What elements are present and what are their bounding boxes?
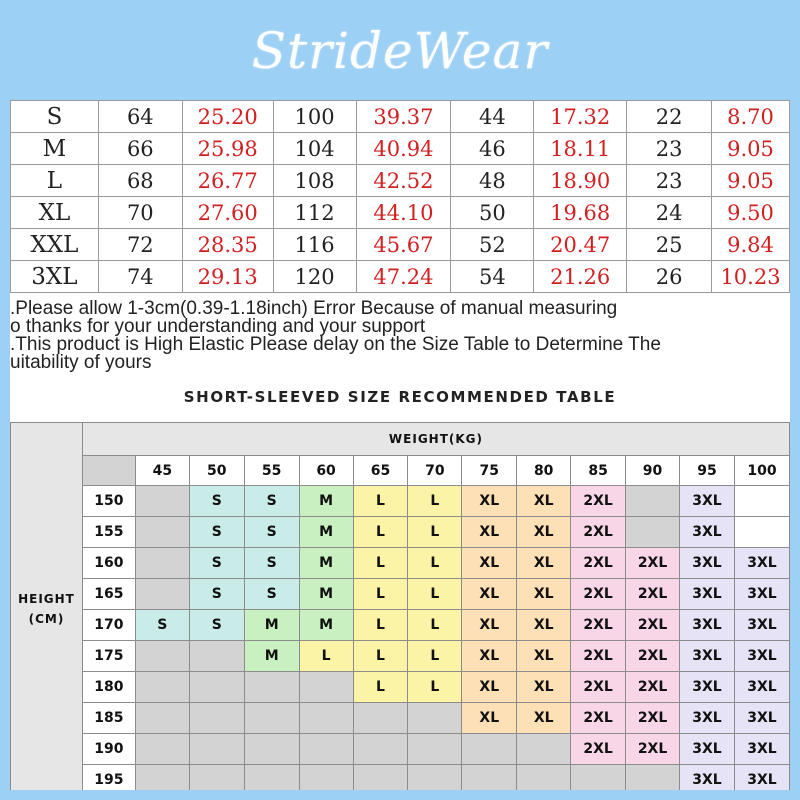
weight-header-cell: 60	[299, 456, 353, 486]
size-cell: S	[189, 579, 244, 610]
empty-cell	[135, 517, 189, 548]
inch-value-cell: 40.94	[356, 133, 451, 165]
empty-cell	[517, 734, 571, 765]
note-line: uitability of yours	[10, 354, 152, 372]
size-cell: 2XL	[626, 641, 680, 672]
measurement-row	[11, 229, 790, 261]
height-unit-label: (CM)	[28, 612, 65, 626]
size-cell: 3XL	[680, 641, 735, 672]
size-cell: 3XL	[734, 703, 789, 734]
empty-cell	[462, 734, 517, 765]
size-cell: S	[244, 486, 299, 517]
size-label-cell: 3XL	[11, 261, 99, 293]
size-cell: XL	[517, 579, 571, 610]
height-row	[11, 641, 790, 672]
size-cell: 3XL	[680, 517, 735, 548]
size-cell: 2XL	[571, 517, 626, 548]
size-cell: 2XL	[571, 672, 626, 703]
size-cell: XL	[462, 486, 517, 517]
size-label-cell: L	[11, 165, 99, 197]
size-cell: L	[353, 672, 408, 703]
empty-cell	[189, 765, 244, 791]
size-cell: XL	[462, 672, 517, 703]
height-row	[11, 765, 790, 791]
measurement-row	[11, 261, 790, 293]
weight-header-cell: 85	[571, 456, 626, 486]
size-cell: S	[189, 610, 244, 641]
inch-value-cell: 9.05	[712, 133, 790, 165]
empty-cell	[189, 641, 244, 672]
size-recommendation-grid	[10, 422, 790, 790]
size-cell: 2XL	[626, 610, 680, 641]
inch-value-cell: 17.32	[534, 101, 627, 133]
cm-value-cell: 24	[627, 197, 712, 229]
size-cell: 3XL	[734, 765, 789, 791]
size-cell: L	[408, 548, 462, 579]
height-row	[11, 579, 790, 610]
measurement-row	[11, 197, 790, 229]
empty-cell	[244, 765, 299, 791]
size-cell: 2XL	[626, 548, 680, 579]
empty-cell	[244, 703, 299, 734]
cm-value-cell: 54	[451, 261, 534, 293]
cm-value-cell: 23	[627, 165, 712, 197]
size-cell: M	[299, 610, 353, 641]
inch-value-cell: 47.24	[356, 261, 451, 293]
empty-cell	[299, 672, 353, 703]
size-cell: 3XL	[734, 641, 789, 672]
cm-value-cell: 120	[273, 261, 356, 293]
cm-value-cell: 72	[98, 229, 182, 261]
height-value-cell: 165	[82, 579, 135, 610]
size-chart-panel	[10, 100, 790, 790]
notes-block	[10, 300, 790, 372]
height-value-cell: 195	[82, 765, 135, 791]
empty-cell	[353, 703, 408, 734]
weight-header-cell: 95	[680, 456, 735, 486]
cm-value-cell: 70	[98, 197, 182, 229]
size-cell: XL	[517, 641, 571, 672]
height-value-cell: 155	[82, 517, 135, 548]
cm-value-cell: 44	[451, 101, 534, 133]
size-cell: M	[244, 610, 299, 641]
inch-value-cell: 18.90	[534, 165, 627, 197]
inch-value-cell: 25.98	[182, 133, 273, 165]
size-cell: 2XL	[626, 734, 680, 765]
weight-header-cell: 75	[462, 456, 517, 486]
inch-value-cell: 39.37	[356, 101, 451, 133]
cm-value-cell: 50	[451, 197, 534, 229]
size-cell: 2XL	[571, 703, 626, 734]
size-cell: S	[244, 548, 299, 579]
size-cell: XL	[462, 703, 517, 734]
size-cell: 3XL	[680, 734, 735, 765]
height-row	[11, 703, 790, 734]
height-value-cell: 160	[82, 548, 135, 579]
size-cell: 3XL	[680, 610, 735, 641]
size-cell: 2XL	[571, 734, 626, 765]
size-cell: L	[353, 579, 408, 610]
measurement-row	[11, 165, 790, 197]
empty-cell	[299, 703, 353, 734]
cm-value-cell: 100	[273, 101, 356, 133]
empty-cell	[189, 734, 244, 765]
empty-cell	[408, 765, 462, 791]
inch-value-cell: 29.13	[182, 261, 273, 293]
size-cell: L	[299, 641, 353, 672]
inch-value-cell: 25.20	[182, 101, 273, 133]
size-cell: 3XL	[680, 579, 735, 610]
size-cell: 3XL	[734, 672, 789, 703]
weight-header-cell: 45	[135, 456, 189, 486]
empty-cell	[135, 486, 189, 517]
empty-cell	[299, 765, 353, 791]
empty-cell	[135, 641, 189, 672]
inch-value-cell: 28.35	[182, 229, 273, 261]
inch-value-cell: 9.84	[712, 229, 790, 261]
size-cell: 3XL	[680, 765, 735, 791]
inch-value-cell: 27.60	[182, 197, 273, 229]
cm-value-cell: 112	[273, 197, 356, 229]
cm-value-cell: 22	[627, 101, 712, 133]
size-label-cell: S	[11, 101, 99, 133]
weight-header-cell: 70	[408, 456, 462, 486]
empty-cell	[135, 703, 189, 734]
size-cell: XL	[462, 579, 517, 610]
size-cell: L	[408, 579, 462, 610]
size-cell: L	[408, 486, 462, 517]
size-cell: XL	[462, 610, 517, 641]
empty-cell	[244, 734, 299, 765]
cm-value-cell: 48	[451, 165, 534, 197]
height-value-cell: 170	[82, 610, 135, 641]
empty-cell	[734, 486, 789, 517]
size-cell: M	[299, 548, 353, 579]
size-cell: L	[353, 610, 408, 641]
size-cell: L	[408, 641, 462, 672]
size-cell: L	[408, 517, 462, 548]
empty-cell	[517, 765, 571, 791]
size-cell: XL	[517, 672, 571, 703]
height-row	[11, 517, 790, 548]
size-cell: L	[408, 672, 462, 703]
inch-value-cell: 21.26	[534, 261, 627, 293]
height-row	[11, 672, 790, 703]
size-cell: 2XL	[571, 610, 626, 641]
height-axis-label	[11, 423, 83, 791]
weight-header-cell: 100	[734, 456, 789, 486]
size-cell: 2XL	[626, 579, 680, 610]
note-line: o thanks for your understanding and your support	[10, 318, 426, 336]
empty-cell	[626, 486, 680, 517]
size-cell: 2XL	[571, 579, 626, 610]
size-cell: 3XL	[680, 672, 735, 703]
size-cell: 2XL	[571, 548, 626, 579]
empty-cell	[408, 734, 462, 765]
size-label-cell: XL	[11, 197, 99, 229]
cm-value-cell: 52	[451, 229, 534, 261]
size-label-cell: M	[11, 133, 99, 165]
size-cell: L	[353, 641, 408, 672]
weight-header-row	[11, 456, 790, 486]
inch-value-cell: 19.68	[534, 197, 627, 229]
inch-value-cell: 9.05	[712, 165, 790, 197]
size-cell: S	[244, 517, 299, 548]
size-cell: L	[408, 610, 462, 641]
empty-cell	[135, 734, 189, 765]
measurement-table	[10, 100, 790, 293]
size-cell: XL	[462, 548, 517, 579]
inch-value-cell: 8.70	[712, 101, 790, 133]
size-cell: 3XL	[680, 486, 735, 517]
inch-value-cell: 45.67	[356, 229, 451, 261]
measurement-row	[11, 101, 790, 133]
cm-value-cell: 23	[627, 133, 712, 165]
weight-header-cell: 80	[517, 456, 571, 486]
height-row	[11, 610, 790, 641]
size-cell: M	[299, 517, 353, 548]
cm-value-cell: 66	[98, 133, 182, 165]
size-label-cell: XXL	[11, 229, 99, 261]
height-value-cell: 175	[82, 641, 135, 672]
note-line: .This product is High Elastic Please delay on the Size Table to Determine The	[10, 336, 661, 354]
size-cell: XL	[517, 548, 571, 579]
size-cell: XL	[462, 641, 517, 672]
size-cell: 2XL	[571, 486, 626, 517]
size-cell: L	[353, 486, 408, 517]
empty-cell	[626, 765, 680, 791]
measurement-row	[11, 133, 790, 165]
cm-value-cell: 68	[98, 165, 182, 197]
cm-value-cell: 25	[627, 229, 712, 261]
weight-header-cell: 50	[189, 456, 244, 486]
size-cell: S	[189, 486, 244, 517]
size-cell: 3XL	[734, 734, 789, 765]
size-cell: S	[189, 517, 244, 548]
empty-cell	[135, 548, 189, 579]
height-value-cell: 150	[82, 486, 135, 517]
weight-header-cell: 55	[244, 456, 299, 486]
empty-cell	[571, 765, 626, 791]
size-cell: 2XL	[626, 703, 680, 734]
brand-logo: StrideWear	[251, 22, 549, 80]
cm-value-cell: 108	[273, 165, 356, 197]
size-cell: M	[299, 579, 353, 610]
inch-value-cell: 42.52	[356, 165, 451, 197]
empty-cell	[353, 734, 408, 765]
size-cell: XL	[517, 610, 571, 641]
empty-cell	[135, 765, 189, 791]
size-cell: 3XL	[680, 703, 735, 734]
size-cell: XL	[462, 517, 517, 548]
inch-value-cell: 18.11	[534, 133, 627, 165]
height-value-cell: 185	[82, 703, 135, 734]
cm-value-cell: 116	[273, 229, 356, 261]
cm-value-cell: 46	[451, 133, 534, 165]
weight-header-cell: 90	[626, 456, 680, 486]
empty-cell	[189, 703, 244, 734]
cm-value-cell: 104	[273, 133, 356, 165]
height-value-cell: 190	[82, 734, 135, 765]
cm-value-cell: 74	[98, 261, 182, 293]
size-cell: XL	[517, 486, 571, 517]
size-cell: L	[353, 517, 408, 548]
recommended-table-title: SHORT-SLEEVED SIZE RECOMMENDED TABLE	[183, 388, 617, 406]
weight-header-cell: 65	[353, 456, 408, 486]
empty-cell	[626, 517, 680, 548]
corner-cell	[82, 456, 135, 486]
note-line: .Please allow 1-3cm(0.39-1.18inch) Error Because of manual measuring	[10, 300, 618, 318]
size-cell: S	[189, 548, 244, 579]
inch-value-cell: 26.77	[182, 165, 273, 197]
height-label: HEIGHT	[18, 592, 75, 606]
inch-value-cell: 20.47	[534, 229, 627, 261]
size-cell: 3XL	[734, 610, 789, 641]
empty-cell	[135, 579, 189, 610]
size-cell: XL	[517, 703, 571, 734]
height-value-cell: 180	[82, 672, 135, 703]
cm-value-cell: 26	[627, 261, 712, 293]
empty-cell	[244, 672, 299, 703]
size-cell: M	[299, 486, 353, 517]
size-cell: 3XL	[734, 548, 789, 579]
size-cell: 2XL	[626, 672, 680, 703]
size-cell: S	[135, 610, 189, 641]
empty-cell	[408, 703, 462, 734]
size-cell: S	[244, 579, 299, 610]
cm-value-cell: 64	[98, 101, 182, 133]
size-cell: M	[244, 641, 299, 672]
size-cell: XL	[517, 517, 571, 548]
empty-cell	[299, 734, 353, 765]
size-cell: L	[353, 548, 408, 579]
height-row	[11, 734, 790, 765]
height-row	[11, 548, 790, 579]
empty-cell	[462, 765, 517, 791]
empty-cell	[189, 672, 244, 703]
empty-cell	[353, 765, 408, 791]
inch-value-cell: 10.23	[712, 261, 790, 293]
size-cell: 2XL	[571, 641, 626, 672]
inch-value-cell: 44.10	[356, 197, 451, 229]
size-cell: 3XL	[734, 579, 789, 610]
empty-cell	[734, 517, 789, 548]
empty-cell	[135, 672, 189, 703]
inch-value-cell: 9.50	[712, 197, 790, 229]
height-row	[11, 486, 790, 517]
size-cell: 3XL	[680, 548, 735, 579]
weight-axis-label: WEIGHT(KG)	[82, 423, 789, 456]
